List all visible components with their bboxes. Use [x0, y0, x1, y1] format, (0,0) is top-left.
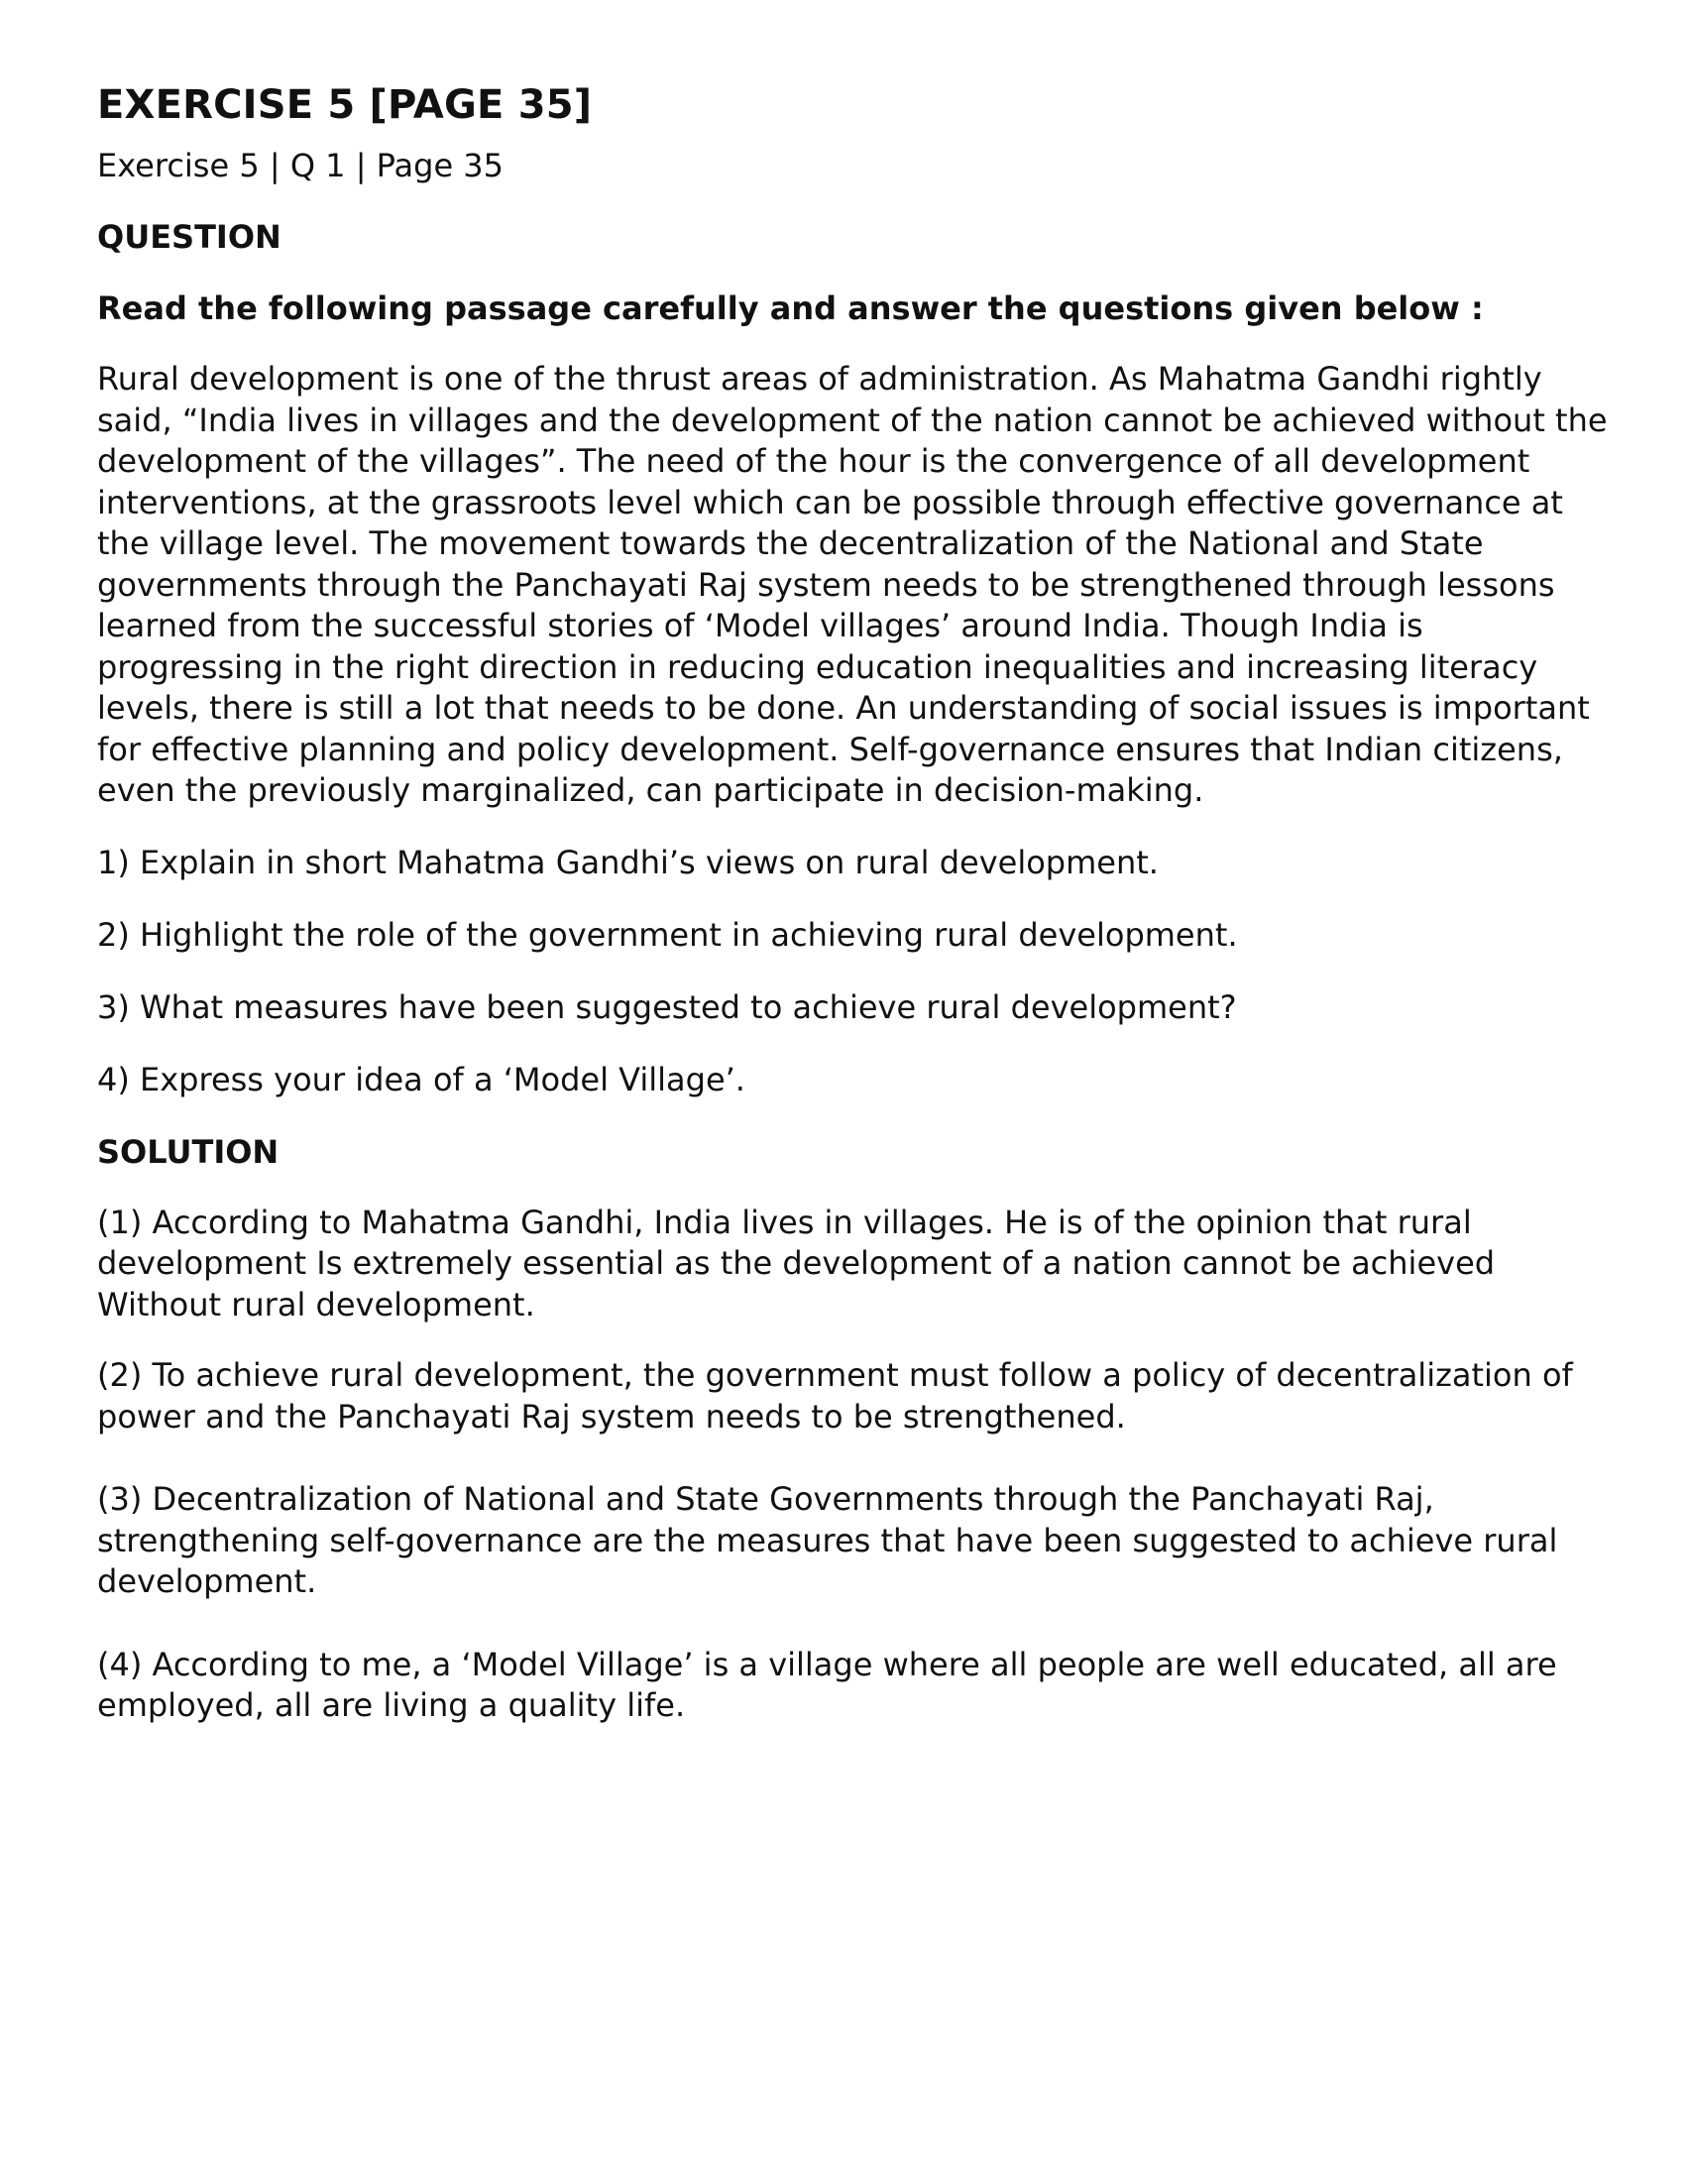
- document-page: [97, 77, 1614, 1757]
- exercise-reference: Exercise 5 | Q 1 | Page 35: [97, 147, 505, 184]
- answer-2: (2) To achieve rural development, the government must follow a policy of decentralization of power and the Panchayati Raj system needs to be strengthened.: [97, 1356, 1573, 1436]
- solution-heading: SOLUTION: [97, 1132, 280, 1171]
- question-item-3: 3) What measures have been suggested to achieve rural development?: [97, 987, 1237, 1026]
- question-item-4: 4) Express your idea of a ‘Model Village’.: [97, 1060, 745, 1098]
- reading-passage: Rural development is one of the thrust areas of administration. As Mahatma Gandhi rightly said, “India lives in villages and the development of the nation cannot be achieved without the development of the villages”. The need of the hour is the convergence of all development interventions, at the grassroots level which can be possible through effective governance at the village level. The movement towards the decentralization of the National and State governments through the Panchayati Raj system needs to be strengthened through lessons learned from the successful stories of ‘Model villages’ around India. Though India is progressing in the right direction in reducing education inequalities and increasing literacy levels, there is still a lot that needs to be done. An understanding of social issues is important for effective planning and policy development. Self-governance ensures that Indian citizens, even the previously marginalized, can participate in decision-making.: [97, 360, 1608, 809]
- answer-4: (4) According to me, a ‘Model Village’ is a village where all people are well educated, all are employed, all are living a quality life.: [97, 1645, 1557, 1724]
- question-item-2: 2) Highlight the role of the government in achieving rural development.: [97, 915, 1238, 954]
- question-heading: QUESTION: [97, 218, 281, 256]
- exercise-title: EXERCISE 5 [PAGE 35]: [97, 82, 593, 128]
- answer-3: (3) Decentralization of National and State Governments through the Panchayati Raj, strengthening self-governance are the measures that have been suggested to achieve rural development.: [97, 1480, 1558, 1600]
- answer-1: (1) According to Mahatma Gandhi, India lives in villages. He is of the opinion that rural development Is extremely essential as the development of a nation cannot be achieved Without rural development.: [97, 1203, 1496, 1323]
- question-instruction: Read the following passage carefully and answer the questions given below :: [97, 289, 1484, 327]
- question-item-1: 1) Explain in short Mahatma Gandhi’s views on rural development.: [97, 843, 1159, 881]
